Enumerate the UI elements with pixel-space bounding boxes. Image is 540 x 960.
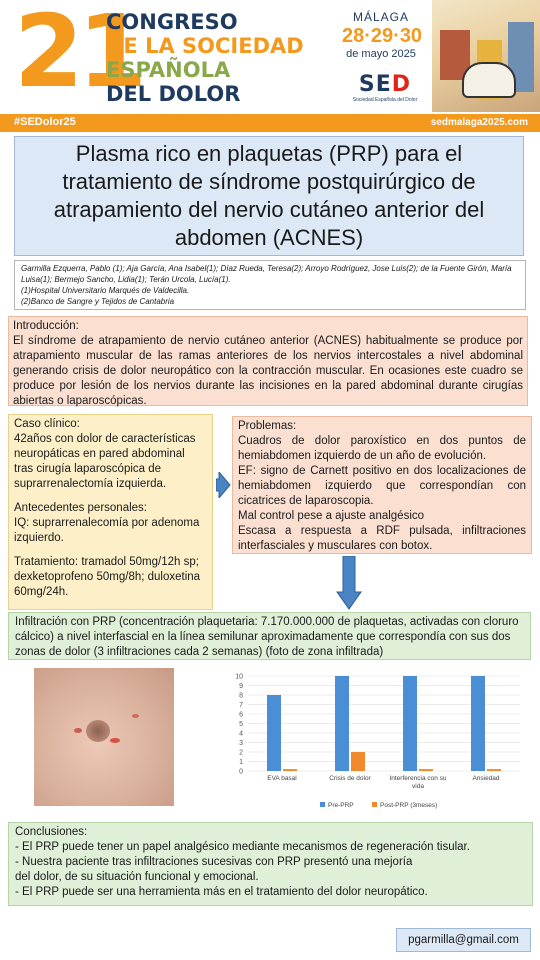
- congress-name: [106, 10, 304, 106]
- legend-label: Post-PRP (3meses): [380, 802, 438, 809]
- x-tick-label: Interferencia con su: [389, 775, 447, 782]
- y-tick-label: 10: [235, 673, 243, 681]
- bar-post-prp: [283, 769, 297, 771]
- legend-swatch: [372, 802, 377, 807]
- affiliation-1: (1)Hospital Universitario Marqués de Valdecilla.: [21, 286, 190, 295]
- event-city: MÁLAGA: [352, 10, 409, 24]
- sed-logo-text: SED: [358, 72, 412, 97]
- y-tick-label: 0: [239, 768, 243, 776]
- y-tick-label: 7: [239, 702, 243, 709]
- problem-item: Mal control pese a ajuste analgésico: [238, 510, 425, 522]
- affiliation-2: (2)Banco de Sangre y Tejidos de Cantabria: [21, 297, 175, 306]
- infiltration-box: Infiltración con PRP (concentración plaquetaria: 7.170.000.000 de plaquetas, activadas con cloruro cálcico) a nivel interfascial en la línea semilunar aproximadamente que correspondía con sus dos zonas de dolor (3 infiltraciones cada 2 semanas) (foto de zona infiltrada): [8, 612, 531, 660]
- problems-heading: Problemas:: [238, 420, 297, 432]
- photo-navel: [86, 720, 110, 742]
- legend-swatch: [320, 802, 325, 807]
- y-tick-label: 4: [239, 730, 243, 738]
- bar-pre-prp: [335, 676, 349, 771]
- bar-post-prp: [351, 752, 365, 771]
- y-tick-label: 8: [239, 692, 243, 700]
- clinical-case-box: [8, 414, 213, 610]
- x-tick-label: Crisis de dolor: [329, 775, 371, 782]
- problems-box: [232, 416, 532, 554]
- treatment-text: Tratamiento: tramadol 50mg/12h sp; dexketoprofeno 50mg/8h; duloxetina 60mg/24h.: [14, 556, 201, 598]
- y-tick-label: 1: [239, 759, 243, 766]
- clinical-case-heading: Caso clínico:: [14, 418, 80, 430]
- congress-line-1: CONGRESO: [106, 10, 238, 34]
- author-list: Garmilla Ezquerra, Pablo (1); Aja García, Ana Isabel(1); Díaz Rueda, Teresa(2); Arroyo Rodríguez, Jose Luis(2); de la Fuente Girón, María Luisa(1); Bermejo Sancho, Lidia(1); Terán Urcola, Lucía(1).: [21, 264, 512, 284]
- event-dates: 28·29·30: [342, 25, 423, 47]
- conclusion-item: - El PRP puede tener un papel analgésico mediante mecanismos de regeneración tisular.: [15, 841, 470, 853]
- introduction-heading: Introducción:: [13, 320, 79, 332]
- conclusion-item: - Nuestra paciente tras infiltraciones sucesivas con PRP presentó una mejoría: [15, 856, 413, 868]
- pain-bar-chart: [224, 666, 528, 814]
- poster-header: [0, 0, 540, 112]
- bar-pre-prp: [471, 676, 485, 771]
- chart-svg: [224, 666, 528, 814]
- conclusion-item: - El PRP puede ser una herramienta más en el tratamiento del dolor neuropático.: [15, 886, 428, 898]
- hashtag: #SEDolor25: [14, 116, 76, 128]
- y-tick-label: 9: [239, 683, 243, 690]
- conclusions-heading: Conclusiones:: [15, 826, 88, 838]
- y-tick-label: 5: [239, 721, 243, 728]
- clinical-case-text: 42años con dolor de características neuropáticas en pared abdominal tras cirugía laparoscópica de suprarrenalectomía izquierda.: [14, 433, 196, 490]
- problem-item: EF: signo de Carnett positivo en dos localizaciones de hemiabdomen izquierdo que correspondían con cicatrices de laparoscopia.: [238, 465, 526, 507]
- y-tick-label: 2: [239, 749, 243, 757]
- infiltrated-area-photo: [34, 668, 174, 806]
- introduction-text: El síndrome de atrapamiento de nervio cutáneo anterior (ACNES) habitualmente se produce por atrapamiento muscular de las ramas anteriores de los nervios intercostales a nivel abdominal generando crisis de dolor neuropático con la contracción muscular. En ocasiones este cuadro se produce por lesión de los nervios durante las incisiones en la pared abdominal durante cirugías abiertas o laparoscópicas.: [13, 335, 523, 407]
- conclusion-item: del dolor, de su situación funcional y emocional.: [15, 871, 259, 883]
- x-tick-label: vida: [412, 783, 424, 790]
- photo-injection-mark: [74, 728, 82, 733]
- event-date-location: [342, 10, 423, 60]
- illustration-figure: [462, 62, 516, 98]
- congress-line-3: ESPAÑOLA: [106, 58, 231, 82]
- conclusions-box: [8, 822, 533, 906]
- congress-line-4: DEL DOLOR: [106, 82, 241, 106]
- problem-item: Cuadros de dolor paroxístico en dos puntos de hemiabdomen izquierdo de un año de evolución.: [238, 435, 526, 462]
- contact-email[interactable]: pgarmilla@gmail.com: [396, 928, 531, 952]
- problem-item: Escasa a respuesta a RDF pulsada, infiltraciones interfasciales y musculares con botox.: [238, 525, 526, 552]
- society-logo: [344, 72, 426, 103]
- bar-pre-prp: [267, 695, 281, 771]
- poster-title: Plasma rico en plaquetas (PRP) para el tratamiento de síndrome postquirúrgico de atrapamiento del nervio cutáneo anterior del abdomen (ACNES): [14, 136, 524, 256]
- header-illustration: [432, 0, 540, 112]
- y-tick-label: 6: [239, 711, 243, 719]
- arrow-right-icon: [216, 472, 232, 498]
- x-tick-label: EVA basal: [267, 775, 297, 782]
- x-tick-label: Ansiedad: [472, 775, 500, 782]
- hashtag-bar: [0, 114, 540, 132]
- introduction-box: [8, 316, 528, 406]
- authors-block: [14, 260, 526, 310]
- history-text: IQ: suprarrenalecomía por adenoma izquierdo.: [14, 517, 200, 544]
- bar-pre-prp: [403, 676, 417, 771]
- congress-number: 21: [14, 0, 142, 110]
- society-name: Sociedad Española del Dolor: [352, 97, 418, 103]
- photo-injection-mark: [110, 738, 120, 743]
- photo-injection-mark: [132, 714, 139, 718]
- bar-post-prp: [419, 769, 433, 771]
- arrow-down-icon: [336, 556, 362, 610]
- event-month: de mayo 2025: [346, 48, 416, 60]
- y-tick-label: 3: [239, 740, 243, 747]
- bar-post-prp: [487, 769, 501, 771]
- congress-line-2: DE LA SOCIEDAD: [106, 34, 304, 58]
- history-heading: Antecedentes personales:: [14, 502, 147, 514]
- website-link[interactable]: sedmalaga2025.com: [430, 117, 528, 128]
- legend-label: Pre-PRP: [328, 802, 354, 809]
